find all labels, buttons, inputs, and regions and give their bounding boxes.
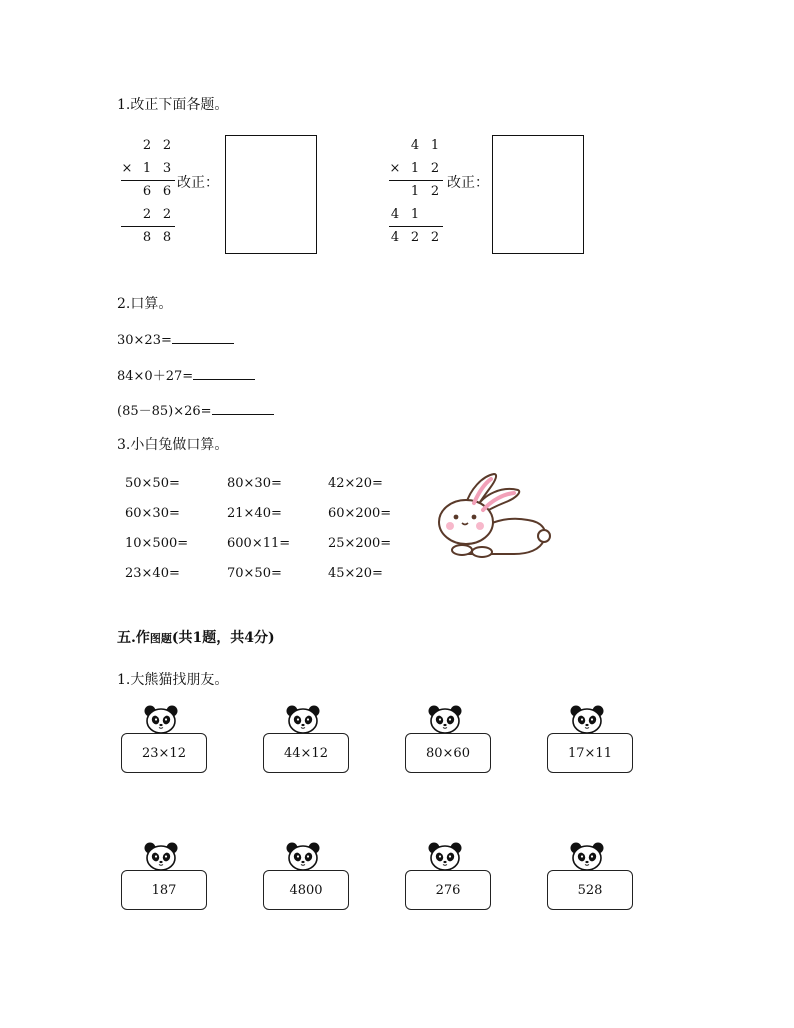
panda-card-bottom-3[interactable]: 276: [405, 870, 491, 910]
rabbit-illustration: [436, 472, 552, 560]
q1-right-answer-box[interactable]: [492, 135, 584, 254]
q1-left-correct-label: 改正：: [177, 175, 219, 191]
answer-blank[interactable]: [193, 367, 255, 380]
panda-card-top-1[interactable]: 23×12: [121, 733, 207, 773]
q1-left-rule-1: [121, 180, 175, 181]
panda-icon: [286, 841, 320, 871]
answer-blank[interactable]: [212, 402, 274, 415]
q1-title: 1.改正下面各题。: [117, 97, 229, 113]
q5-1-title: 1.大熊猫找朋友。: [117, 672, 229, 688]
q3-item: 23×40=: [125, 566, 180, 581]
q3-item: 600×11=: [227, 536, 291, 551]
q3-item: 80×30=: [227, 476, 282, 491]
rabbit-eye-icon: [454, 515, 459, 520]
panda-card-top-2[interactable]: 44×12: [263, 733, 349, 773]
q1-left-answer-box[interactable]: [225, 135, 317, 254]
q3-item: 70×50=: [227, 566, 282, 581]
q1-right-calculation: 4 1 × 1 2 1 2 4 1 4 2 2: [389, 138, 440, 245]
panda-icon: [570, 704, 604, 734]
panda-card-top-4[interactable]: 17×11: [547, 733, 633, 773]
answer-blank[interactable]: [172, 331, 234, 344]
panda-icon: [144, 841, 178, 871]
q3-item: 25×200=: [328, 536, 392, 551]
q3-item: 42×20=: [328, 476, 383, 491]
q3-item: 50×50=: [125, 476, 180, 491]
q2-item-2: 84×0＋27=: [117, 365, 255, 384]
q2-item-1: 30×23=: [117, 331, 234, 348]
panda-icon: [286, 704, 320, 734]
q2-title: 2.口算。: [117, 296, 173, 312]
q3-item: 60×200=: [328, 506, 392, 521]
panda-card-top-3[interactable]: 80×60: [405, 733, 491, 773]
q3-title: 3.小白兔做口算。: [117, 437, 229, 453]
panda-card-bottom-2[interactable]: 4800: [263, 870, 349, 910]
q3-item: 10×500=: [125, 536, 189, 551]
panda-icon: [428, 841, 462, 871]
q3-item: 45×20=: [328, 566, 383, 581]
panda-icon: [428, 704, 462, 734]
q1-right-correct-label: 改正：: [447, 175, 489, 191]
panda-icon: [144, 704, 178, 734]
q1-right-rule-1: [389, 180, 443, 181]
q2-item-3: (85－85)×26=: [117, 400, 274, 419]
panda-card-bottom-1[interactable]: 187: [121, 870, 207, 910]
rabbit-eye-icon: [472, 515, 477, 520]
rabbit-tail-icon: [538, 530, 550, 542]
panda-card-bottom-4[interactable]: 528: [547, 870, 633, 910]
q3-item: 60×30=: [125, 506, 180, 521]
q1-left-calculation: 2 2 × 1 3 6 6 2 2 8 8: [121, 138, 172, 245]
q1-left-rule-2: [121, 226, 175, 227]
q3-item: 21×40=: [227, 506, 282, 521]
panda-icon: [570, 841, 604, 871]
q1-right-rule-2: [389, 226, 443, 227]
section5-title: 五.作图题(共1题，共4分): [117, 630, 275, 646]
